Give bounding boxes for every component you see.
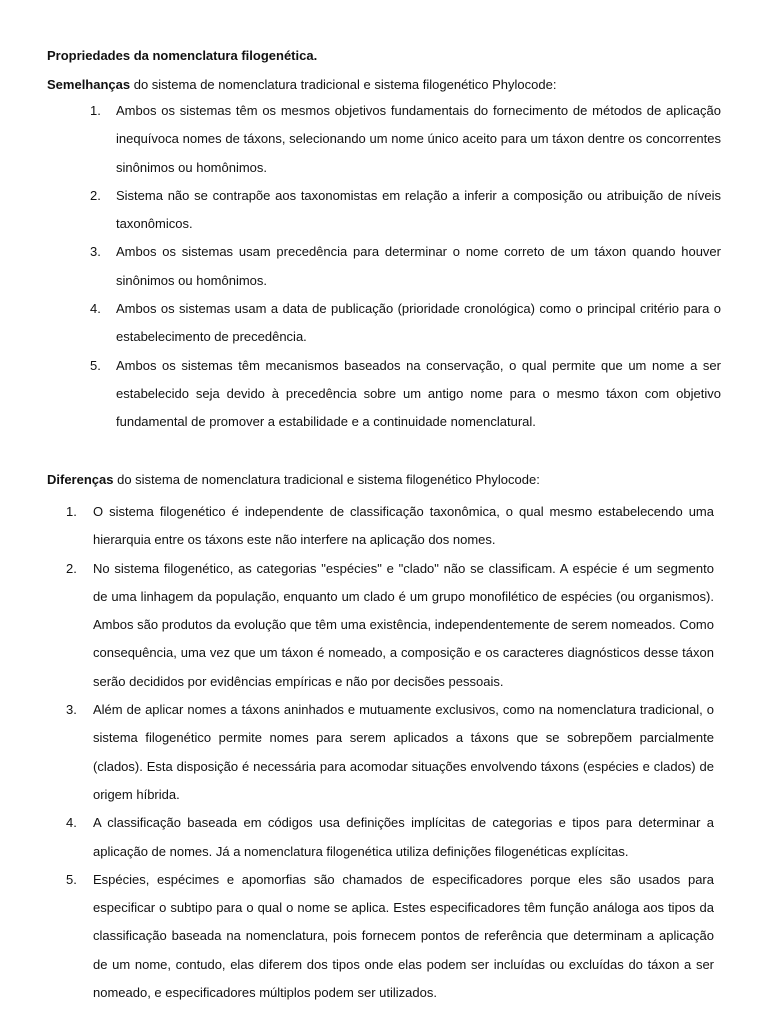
list-item-number: 1.	[90, 103, 101, 118]
list-item-text: Ambos os sistemas têm os mesmos objetivos fundamentais do fornecimento de métodos de aplicação inequívoca nomes de táxons, selecionando um nome único aceito para um táxon dentre os concorrentes sinônimos ou homônimos.	[116, 103, 721, 175]
page-title: Propriedades da nomenclatura filogenética.	[47, 48, 318, 63]
list-item-text: No sistema filogenético, as categorias "espécies" e "clado" não se classificam. A espécie é um segmento de uma linhagem da população, enquanto um clado é um grupo monofilético de espécies (ou organismos). Ambos são produtos da evolução que têm uma existência, independentemente de serem nomeados. Como consequência, uma vez que um táxon é nomeado, a composição e os caracteres diagnósticos desse táxon serão decididos por evidências empíricas e não por decisões pessoais.	[93, 560, 714, 689]
list-item	[66, 498, 714, 555]
list-item-number: 3.	[90, 244, 101, 260]
list-item	[66, 555, 714, 696]
list-item-number: 2.	[66, 560, 77, 576]
list-item-text: Além de aplicar nomes a táxons aninhados e mutuamente exclusivos, como na nomenclatura tradicional, o sistema filogenético permite nomes para serem aplicados a táxons que se sobrepõem parcialmente (clados). Esta disposição é necessária para acomodar situações envolvendo táxons (espécies e clados) de origem híbrida.	[93, 702, 714, 802]
list-item-number: 5.	[66, 871, 77, 887]
list-item	[66, 809, 714, 866]
list-item-number: 2.	[90, 187, 101, 203]
differences-list	[66, 498, 714, 1007]
differences-label: Diferenças	[47, 472, 114, 487]
list-item-number: 1.	[66, 504, 77, 519]
list-item	[90, 238, 721, 295]
list-item	[90, 295, 721, 352]
list-item-text: A classificação baseada em códigos usa definições implícitas de categorias e tipos para determinar a aplicação de nomes. Já a nomenclatura filogenética utiliza definições filogenéticas explícitas.	[93, 815, 714, 859]
list-item-text: Ambos os sistemas têm mecanismos baseados na conservação, o qual permite que um nome a ser estabelecido seja devido à precedência sobre um antigo nome para o mesmo táxon com objetivo fundamental de promover a estabilidade e a continuidade nomenclatural.	[116, 357, 721, 430]
list-item-number: 4.	[90, 301, 101, 317]
differences-intro	[47, 470, 540, 490]
list-item-text: O sistema filogenético é independente de classificação taxonômica, o qual mesmo estabelecendo uma hierarquia entre os táxons este não interfere na aplicação dos nomes.	[93, 504, 714, 548]
list-item	[66, 696, 714, 809]
list-item	[90, 97, 721, 182]
similarities-list	[90, 97, 721, 437]
list-item	[66, 866, 714, 1007]
list-item	[90, 352, 721, 437]
list-item-text: Sistema não se contrapõe aos taxonomistas em relação a inferir a composição ou atribuição de níveis taxonômicos.	[116, 187, 721, 232]
differences-intro-text: do sistema de nomenclatura tradicional e sistema filogenético Phylocode:	[113, 472, 540, 487]
list-item-text: Espécies, espécimes e apomorfias são chamados de especificadores porque eles são usados para especificar o subtipo para o qual o nome se aplica. Estes especificadores têm função análoga aos tipos da classificação baseada na nomenclatura, pois fornecem pontos de referência que determinam a aplicação de um nome, contudo, elas diferem dos tipos onde elas podem ser incluídas ou excluídas do táxon a ser nomeado, e especificadores múltiplos podem ser utilizados.	[93, 871, 714, 1001]
list-item-text: Ambos os sistemas usam precedência para determinar o nome correto de um táxon quando houver sinônimos ou homônimos.	[116, 244, 721, 288]
list-item-number: 3.	[66, 702, 77, 718]
list-item	[90, 182, 721, 239]
list-item-number: 4.	[66, 815, 77, 831]
similarities-intro-text: do sistema de nomenclatura tradicional e sistema filogenético Phylocode:	[130, 77, 557, 92]
list-item-text: Ambos os sistemas usam a data de publicação (prioridade cronológica) como o principal critério para o estabelecimento de precedência.	[116, 301, 721, 345]
similarities-intro	[47, 75, 556, 95]
similarities-label: Semelhanças	[47, 77, 131, 92]
list-item-number: 5.	[90, 357, 101, 373]
